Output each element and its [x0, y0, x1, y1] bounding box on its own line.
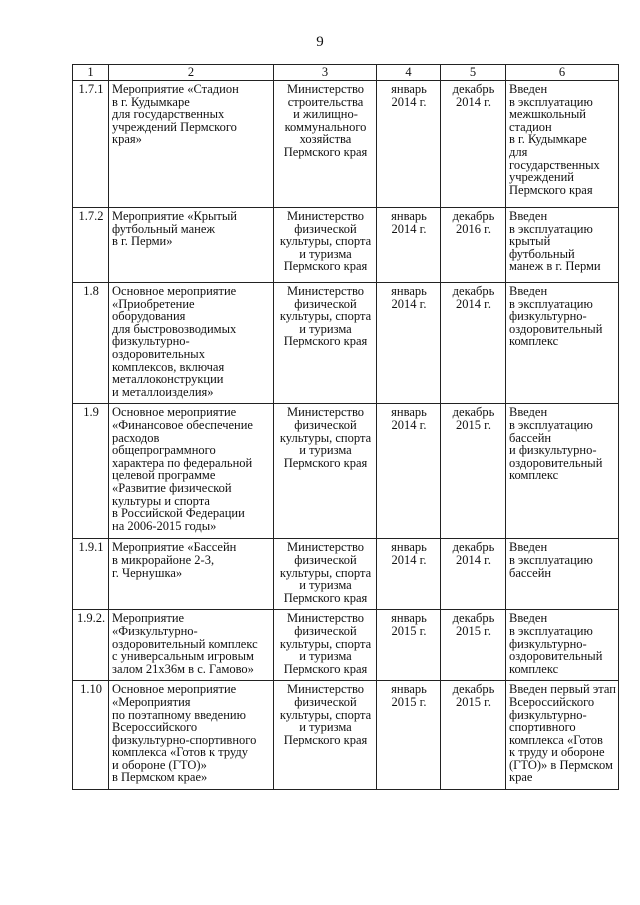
row-number: 1.8 [73, 283, 109, 404]
activity-name: Основное мероприятие «Финансовое обеспечение расходов общепрограммного характера по федеральной целевой программе «Развитие физической культуры и спорта в Российской Федерации на 2006-2015 годы» [109, 404, 274, 539]
row-number: 1.9.2. [73, 610, 109, 681]
end-date: декабрь 2015 г. [441, 681, 506, 790]
row-number: 1.7.2 [73, 208, 109, 283]
expected-result: Введен в эксплуатацию бассейн и физкультурно- оздоровительный комплекс [506, 404, 619, 539]
start-date: январь 2015 г. [377, 681, 441, 790]
column-header-result: 6 [506, 65, 619, 81]
activities-table [72, 64, 619, 790]
column-header-number: 1 [73, 65, 109, 81]
row-number: 1.9 [73, 404, 109, 539]
executor: Министерство физической культуры, спорта и туризма Пермского края [274, 539, 377, 610]
column-header-start: 4 [377, 65, 441, 81]
row-number: 1.9.1 [73, 539, 109, 610]
column-header-activity: 2 [109, 65, 274, 81]
activity-name: Основное мероприятие «Мероприятия по поэтапному введению Всероссийского физкультурно-спортивного комплекса «Готов к труду и обороне (ГТО)» в Пермском крае» [109, 681, 274, 790]
column-header-executor: 3 [274, 65, 377, 81]
expected-result: Введен первый этап Всероссийского физкультурно- спортивного комплекса «Готов к труду и обороне (ГТО)» в Пермском крае [506, 681, 619, 790]
executor: Министерство физической культуры, спорта и туризма Пермского края [274, 208, 377, 283]
start-date: январь 2014 г. [377, 404, 441, 539]
expected-result: Введен в эксплуатацию крытый футбольный манеж в г. Перми [506, 208, 619, 283]
end-date: декабрь 2016 г. [441, 208, 506, 283]
executor: Министерство физической культуры, спорта и туризма Пермского края [274, 610, 377, 681]
end-date: декабрь 2014 г. [441, 539, 506, 610]
executor: Министерство физической культуры, спорта и туризма Пермского края [274, 404, 377, 539]
start-date: январь 2014 г. [377, 208, 441, 283]
start-date: январь 2014 г. [377, 283, 441, 404]
activity-name: Мероприятие «Бассейн в микрорайоне 2-3, г. Чернушка» [109, 539, 274, 610]
expected-result: Введен в эксплуатацию физкультурно- оздоровительный комплекс [506, 610, 619, 681]
row-number: 1.7.1 [73, 81, 109, 208]
table-row [73, 681, 619, 790]
table-row [73, 81, 619, 208]
page-number: 9 [316, 34, 324, 50]
expected-result: Введен в эксплуатацию бассейн [506, 539, 619, 610]
table-row [73, 539, 619, 610]
table-row [73, 283, 619, 404]
end-date: декабрь 2014 г. [441, 81, 506, 208]
table-row [73, 208, 619, 283]
end-date: декабрь 2015 г. [441, 610, 506, 681]
executor: Министерство физической культуры, спорта и туризма Пермского края [274, 681, 377, 790]
activity-name: Мероприятие «Физкультурно- оздоровительный комплекс с универсальным игровым залом 21х36м в с. Гамово» [109, 610, 274, 681]
executor: Министерство строительства и жилищно- коммунального хозяйства Пермского края [274, 81, 377, 208]
start-date: январь 2014 г. [377, 539, 441, 610]
activity-name: Основное мероприятие «Приобретение оборудования для быстровозводимых физкультурно- оздоровительных комплексов, включая металлоконструкции и металлоизделия» [109, 283, 274, 404]
expected-result: Введен в эксплуатацию физкультурно- оздоровительный комплекс [506, 283, 619, 404]
activity-name: Мероприятие «Стадион в г. Кудымкаре для государственных учреждений Пермского края» [109, 81, 274, 208]
end-date: декабрь 2015 г. [441, 404, 506, 539]
row-number: 1.10 [73, 681, 109, 790]
executor: Министерство физической культуры, спорта и туризма Пермского края [274, 283, 377, 404]
start-date: январь 2014 г. [377, 81, 441, 208]
table-header-row [73, 65, 619, 81]
column-header-end: 5 [441, 65, 506, 81]
table-row [73, 404, 619, 539]
end-date: декабрь 2014 г. [441, 283, 506, 404]
start-date: январь 2015 г. [377, 610, 441, 681]
expected-result: Введен в эксплуатацию межшкольный стадион в г. Кудымкаре для государственных учреждений Пермского края [506, 81, 619, 208]
activity-name: Мероприятие «Крытый футбольный манеж в г. Перми» [109, 208, 274, 283]
table-row [73, 610, 619, 681]
